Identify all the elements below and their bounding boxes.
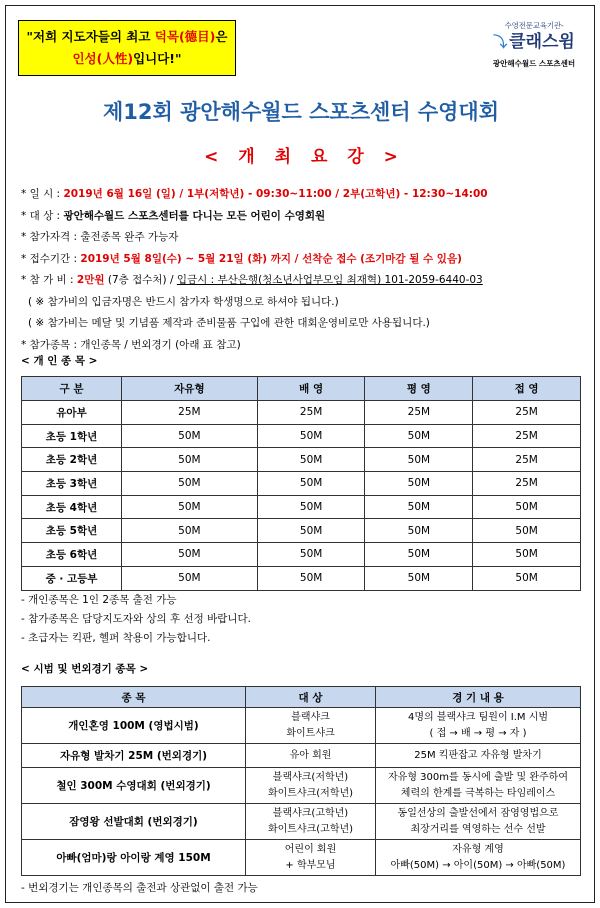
info-fee: * 참 가 비 : 2만원 (7층 접수처) / 입금시 : 부산은행(청소년사업부모임 최재혁) 101-2059-6440-03 xyxy=(21,274,483,286)
individual-events-table xyxy=(21,376,581,591)
info-qualification: * 참가자격 : 출전종목 완주 가능자 xyxy=(21,231,179,243)
table-header: 접 영 xyxy=(473,377,581,401)
table-header-row xyxy=(22,687,581,708)
section-individual-heading: < 개 인 종 목 > xyxy=(21,355,98,367)
table-cell: 25M xyxy=(122,401,258,425)
table-cell: 25M xyxy=(473,401,581,425)
table-cell: 50M xyxy=(473,495,581,519)
table-cell: 초등 3학년 xyxy=(22,472,122,496)
table-row xyxy=(22,804,581,840)
table-row xyxy=(22,448,581,472)
info-target: * 대 상 : 광안해수월드 스포츠센터를 다니는 모든 어린이 수영회원 xyxy=(21,209,326,222)
table-cell: 50M xyxy=(122,472,258,496)
table-cell: 초등 5학년 xyxy=(22,519,122,543)
motto-box xyxy=(18,20,236,76)
table-row xyxy=(22,472,581,496)
logo-subtitle: 광안해수월드 스포츠센터 xyxy=(492,59,576,68)
table-row xyxy=(22,543,581,567)
table-cell: 25M xyxy=(473,448,581,472)
table-cell: 초등 6학년 xyxy=(22,543,122,567)
table-header: 평 영 xyxy=(365,377,473,401)
table-cell: 아빠(엄마)랑 아이랑 계영 150M xyxy=(22,840,246,876)
note-line: - 참가종목은 담당지도자와 상의 후 선정 바랍니다. xyxy=(21,613,252,625)
table-cell: 50M xyxy=(365,424,473,448)
table-header-row xyxy=(22,377,581,401)
table-cell: 초등 2학년 xyxy=(22,448,122,472)
water-drop-icon: ⤵ xyxy=(493,35,508,51)
table-cell: 철인 300M 수영대회 (번외경기) xyxy=(22,768,246,804)
table-row xyxy=(22,744,581,768)
document-page xyxy=(5,5,595,903)
table-cell: 25M xyxy=(365,401,473,425)
table-cell: 50M xyxy=(365,495,473,519)
table-row xyxy=(22,424,581,448)
table-cell: 50M xyxy=(122,424,258,448)
info-date: * 일 시 : 2019년 6월 16일 (일) / 1부(저학년) - 09:30~11:00 / 2부(고학년) - 12:30~14:00 xyxy=(21,188,488,200)
table-cell: 25M xyxy=(473,472,581,496)
table-cell: 잠영왕 선발대회 (번외경기) xyxy=(22,804,246,840)
table-cell: 50M xyxy=(257,543,365,567)
logo-brand: ⤵ 클래스윔 xyxy=(493,32,575,52)
section-extra-heading: < 시범 및 번외경기 종목 > xyxy=(21,663,149,675)
individual-notes xyxy=(21,591,251,648)
extra-notes xyxy=(21,879,258,898)
table-cell: 중 · 고등부 xyxy=(22,566,122,590)
table-cell: 50M xyxy=(365,448,473,472)
table-cell: 25M xyxy=(257,401,365,425)
table-cell: 50M xyxy=(257,424,365,448)
table-row xyxy=(22,840,581,876)
table-cell: 50M xyxy=(122,495,258,519)
table-cell: 50M xyxy=(473,543,581,567)
motto-line-2: 인성(人性)입니다!" xyxy=(72,51,182,66)
info-period: * 접수기간 : 2019년 5월 8일(수) ~ 5월 21일 (화) 까지 / 선착순 접수 (조기마감 될 수 있음) xyxy=(21,252,462,265)
table-cell: 50M xyxy=(257,495,365,519)
table-cell: 50M xyxy=(257,566,365,590)
table-header: 경 기 내 용 xyxy=(376,687,581,708)
table-cell: 50M xyxy=(257,472,365,496)
table-cell: 50M xyxy=(122,543,258,567)
table-row xyxy=(22,495,581,519)
table-cell: 동일선상의 출발선에서 잠영영법으로 최장거리를 역영하는 선수 선발 xyxy=(376,804,581,840)
info-note-2: ( ※ 참가비는 메달 및 기념품 제작과 준비물품 구입에 관한 대회운영비로만 사용됩니다.) xyxy=(28,317,430,329)
table-cell: 자유형 300m를 동시에 출발 및 완주하여 체력의 한계를 극복하는 타임레이스 xyxy=(376,768,581,804)
table-header: 종 목 xyxy=(22,687,246,708)
table-header: 구 분 xyxy=(22,377,122,401)
table-cell: 블랙샤크(고학년) 화이트샤크(고학년) xyxy=(246,804,376,840)
motto-line-1: "저희 지도자들의 최고 덕목(德目)은 xyxy=(26,29,228,44)
table-row xyxy=(22,401,581,425)
table-cell: 50M xyxy=(473,519,581,543)
table-row xyxy=(22,519,581,543)
table-cell: 개인혼영 100M (영법시범) xyxy=(22,708,246,744)
table-cell: 50M xyxy=(122,448,258,472)
table-row xyxy=(22,768,581,804)
table-cell: 초등 4학년 xyxy=(22,495,122,519)
table-cell: 50M xyxy=(365,519,473,543)
table-header: 배 영 xyxy=(257,377,365,401)
event-info xyxy=(21,184,591,356)
table-header: 대 상 xyxy=(246,687,376,708)
table-cell: 자유형 계영 아빠(50M) → 아이(50M) → 아빠(50M) xyxy=(376,840,581,876)
page-title: 제12회 광안해수월드 스포츠센터 수영대회 xyxy=(102,100,500,124)
table-cell: 초등 1학년 xyxy=(22,424,122,448)
table-cell: 유아 회원 xyxy=(246,744,376,768)
note-line: - 초급자는 킥판, 헬퍼 착용이 가능합니다. xyxy=(21,632,211,644)
table-row xyxy=(22,708,581,744)
logo-tagline: 수영전문교육기관- xyxy=(504,21,564,30)
table-cell: 자유형 발차기 25M (번외경기) xyxy=(22,744,246,768)
table-cell: 50M xyxy=(473,566,581,590)
note-line: - 개인종목은 1인 2종목 출전 가능 xyxy=(21,594,177,606)
table-cell: 50M xyxy=(365,472,473,496)
table-cell: 어린이 회원 + 학부모님 xyxy=(246,840,376,876)
table-cell: 50M xyxy=(365,543,473,567)
table-cell: 50M xyxy=(365,566,473,590)
info-events: * 참가종목 : 개인종목 / 번외경기 (아래 표 참고) xyxy=(21,338,241,351)
table-cell: 블랙샤크(저학년) 화이트샤크(저학년) xyxy=(246,768,376,804)
table-cell: 블랙샤크 화이트샤크 xyxy=(246,708,376,744)
table-header: 자유형 xyxy=(122,377,258,401)
table-cell: 50M xyxy=(122,566,258,590)
note-line: - 번외경기는 개인종목의 출전과 상관없이 출전 가능 xyxy=(21,882,258,894)
info-note-1: ( ※ 참가비의 입금자명은 반드시 참가자 학생명으로 하셔야 됩니다.) xyxy=(28,295,339,308)
table-cell: 유아부 xyxy=(22,401,122,425)
table-cell: 25M xyxy=(473,424,581,448)
extra-events-table xyxy=(21,686,581,876)
table-cell: 50M xyxy=(257,448,365,472)
table-cell: 25M 킥판잡고 자유형 발차기 xyxy=(376,744,581,768)
logo xyxy=(474,20,594,76)
table-cell: 50M xyxy=(122,519,258,543)
table-cell: 4명의 블랙샤크 팀원이 I.M 시범 ( 접 → 배 → 평 → 자 ) xyxy=(376,708,581,744)
table-row xyxy=(22,566,581,590)
page-subtitle: < 개 최 요 강 > xyxy=(204,147,398,167)
table-cell: 50M xyxy=(257,519,365,543)
